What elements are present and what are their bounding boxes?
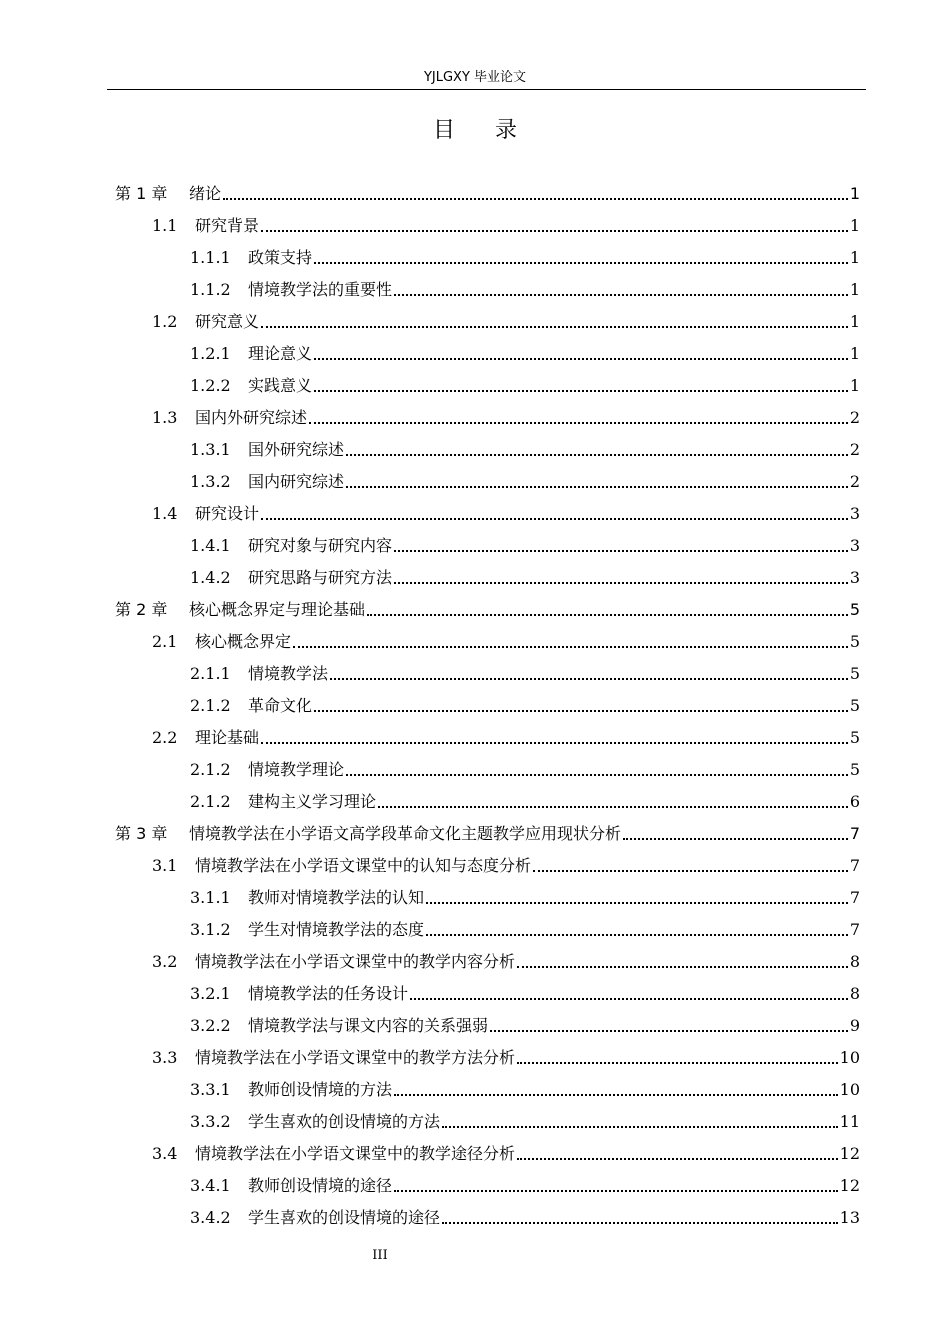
toc-entry[interactable]: [152, 306, 860, 338]
toc-leader-dots: [517, 1062, 838, 1064]
toc-entry-title: 理论意义: [248, 344, 313, 363]
toc-leader-dots: [346, 774, 848, 776]
toc-entry-number: 1.2.1: [190, 344, 231, 363]
toc-entry-title: 革命文化: [248, 696, 313, 715]
toc-entry-page: 2: [849, 408, 860, 427]
toc-leader-dots: [394, 582, 848, 584]
toc-entry-number: 2.2: [152, 728, 178, 747]
toc-entry-page: 5: [849, 696, 860, 715]
toc-entry[interactable]: [152, 498, 860, 530]
toc-entry-title: 研究背景: [195, 216, 260, 235]
toc-entry-page: 7: [849, 856, 860, 875]
page-number: III: [372, 1248, 388, 1263]
toc-entry-number: 1.4: [152, 504, 178, 523]
toc-entry-number: 3.1.2: [190, 920, 231, 939]
toc-entry-page: 1: [849, 216, 860, 235]
toc-entry-page: 5: [849, 760, 860, 779]
toc-entry-page: 1: [849, 312, 860, 331]
toc-entry[interactable]: [115, 594, 860, 626]
toc-entry-page: 13: [839, 1208, 860, 1227]
toc-entry-title: 政策支持: [248, 248, 313, 267]
toc-leader-dots: [293, 646, 848, 648]
toc-leader-dots: [261, 518, 848, 520]
toc-entry-title: 国外研究综述: [248, 440, 345, 459]
toc-leader-dots: [394, 550, 848, 552]
toc-entry-title: 情境教学法的任务设计: [248, 984, 409, 1003]
toc-entry[interactable]: [190, 466, 860, 498]
toc-entry[interactable]: [152, 946, 860, 978]
toc-entry-page: 1: [849, 248, 860, 267]
toc-entry-number: 2.1: [152, 632, 178, 651]
toc-entry-page: 11: [839, 1112, 860, 1131]
toc-entry-title: 学生对情境教学法的态度: [248, 920, 425, 939]
toc-entry-number: 2.1.2: [190, 760, 231, 779]
toc-entry-number: 2.1.1: [190, 664, 231, 683]
toc-entry-page: 7: [849, 920, 860, 939]
toc-entry[interactable]: [190, 914, 860, 946]
toc-entry-number: 1.2: [152, 312, 178, 331]
toc-leader-dots: [330, 678, 848, 680]
toc-leader-dots: [517, 1158, 838, 1160]
toc-entry-number: 3.3.2: [190, 1112, 231, 1131]
toc-entry-title: 情境教学法在小学语文课堂中的教学方法分析: [195, 1048, 516, 1067]
toc-leader-dots: [261, 230, 848, 232]
toc-entry-title: 学生喜欢的创设情境的途径: [248, 1208, 441, 1227]
toc-entry-number: 3.4.2: [190, 1208, 231, 1227]
toc-entry-title: 教师对情境教学法的认知: [248, 888, 425, 907]
toc-leader-dots: [346, 486, 848, 488]
toc-entry-title: 研究设计: [195, 504, 260, 523]
toc-entry-page: 1: [849, 344, 860, 363]
toc-entry-page: 1: [849, 280, 860, 299]
toc-entry-number: 3.1: [152, 856, 178, 875]
toc-entry-title: 情境教学法的重要性: [248, 280, 393, 299]
toc-entry[interactable]: [190, 978, 860, 1010]
toc-entry[interactable]: [190, 1106, 860, 1138]
toc-entry-number: 3.2.1: [190, 984, 231, 1003]
toc-entry-title: 实践意义: [248, 376, 313, 395]
toc-entry-title: 情境教学法在小学语文课堂中的认知与态度分析: [195, 856, 532, 875]
toc-leader-dots: [223, 198, 848, 200]
toc-entry-number: 3.4.1: [190, 1176, 231, 1195]
toc-entry-page: 2: [849, 440, 860, 459]
toc-leader-dots: [378, 806, 848, 808]
toc-entry-number: 第 1 章: [115, 184, 168, 203]
toc-entry-page: 1: [849, 376, 860, 395]
toc-entry[interactable]: [190, 1010, 860, 1042]
toc-leader-dots: [314, 262, 848, 264]
toc-leader-dots: [346, 454, 848, 456]
toc-entry-page: 1: [849, 184, 860, 203]
toc-entry[interactable]: [190, 754, 860, 786]
toc-entry-page: 5: [849, 728, 860, 747]
toc-entry[interactable]: [190, 530, 860, 562]
toc-entry-title: 研究对象与研究内容: [248, 536, 393, 555]
toc-leader-dots: [490, 1030, 848, 1032]
toc-entry-number: 1.1.1: [190, 248, 231, 267]
toc-entry-page: 12: [839, 1176, 860, 1195]
toc-entry-page: 5: [849, 600, 860, 619]
toc-entry-number: 3.3.1: [190, 1080, 231, 1099]
toc-entry[interactable]: [115, 178, 860, 210]
toc-entry[interactable]: [190, 338, 860, 370]
toc-leader-dots: [442, 1126, 838, 1128]
toc-entry-number: 1.3.2: [190, 472, 231, 491]
toc-entry-page: 3: [849, 536, 860, 555]
toc-leader-dots: [394, 1094, 838, 1096]
toc-entry-page: 7: [849, 888, 860, 907]
toc-entry-title: 情境教学法: [248, 664, 329, 683]
toc-entry-title: 研究意义: [195, 312, 260, 331]
toc-entry-title: 情境教学理论: [248, 760, 345, 779]
toc-entry-title: 学生喜欢的创设情境的方法: [248, 1112, 441, 1131]
toc-leader-dots: [309, 422, 848, 424]
toc-entry-number: 3.3: [152, 1048, 178, 1067]
toc-leader-dots: [426, 934, 848, 936]
toc-entry-page: 5: [849, 632, 860, 651]
toc-entry[interactable]: [152, 1138, 860, 1170]
toc-entry-number: 3.4: [152, 1144, 178, 1163]
toc-entry-number: 1.3: [152, 408, 178, 427]
toc-entry[interactable]: [152, 1042, 860, 1074]
toc-leader-dots: [623, 838, 848, 840]
toc-entry-title: 建构主义学习理论: [248, 792, 377, 811]
toc-entry[interactable]: [152, 402, 860, 434]
toc-entry-page: 12: [839, 1144, 860, 1163]
toc-entry-title: 国内研究综述: [248, 472, 345, 491]
toc-entry[interactable]: [190, 1202, 860, 1234]
running-header: YJLGXY 毕业论文: [423, 70, 527, 85]
toc-entry-number: 3.1.1: [190, 888, 231, 907]
toc-entry[interactable]: [190, 690, 860, 722]
toc-leader-dots: [410, 998, 848, 1000]
toc-entry-number: 2.1.2: [190, 696, 231, 715]
header-rule: [107, 89, 866, 90]
toc-entry-number: 3.2.2: [190, 1016, 231, 1035]
toc-entry-number: 1.4.1: [190, 536, 231, 555]
toc-entry-title: 情境教学法在小学语文课堂中的教学内容分析: [195, 952, 516, 971]
toc-entry-page: 8: [849, 952, 860, 971]
toc-leader-dots: [426, 902, 848, 904]
toc-entry-title: 核心概念界定: [195, 632, 292, 651]
toc-entry-number: 1.1: [152, 216, 178, 235]
toc-entry-page: 3: [849, 568, 860, 587]
toc-leader-dots: [261, 742, 848, 744]
toc-entry-title: 理论基础: [195, 728, 260, 747]
toc-entry-number: 1.4.2: [190, 568, 231, 587]
toc-entry-title: 绪论: [189, 184, 222, 203]
toc-entry-page: 5: [849, 664, 860, 683]
toc-entry[interactable]: [190, 434, 860, 466]
toc-entry[interactable]: [152, 210, 860, 242]
toc-entry-number: 1.1.2: [190, 280, 231, 299]
toc-entry-page: 9: [849, 1016, 860, 1035]
toc-entry-title: 情境教学法与课文内容的关系强弱: [248, 1016, 489, 1035]
toc-entry-page: 6: [849, 792, 860, 811]
toc-entry-page: 8: [849, 984, 860, 1003]
toc-leader-dots: [394, 1190, 838, 1192]
toc-entry-title: 核心概念界定与理论基础: [189, 600, 366, 619]
toc-entry[interactable]: [115, 818, 860, 850]
toc-leader-dots: [367, 614, 848, 616]
toc-entry-title: 情境教学法在小学语文高学段革命文化主题教学应用现状分析: [189, 824, 622, 843]
toc-leader-dots: [517, 966, 848, 968]
toc-entry-number: 3.2: [152, 952, 178, 971]
toc-entry[interactable]: [152, 850, 860, 882]
toc-entry[interactable]: [190, 370, 860, 402]
toc-leader-dots: [261, 326, 848, 328]
toc-entry-number: 第 3 章: [115, 824, 168, 843]
toc-entry-title: 情境教学法在小学语文课堂中的教学途径分析: [195, 1144, 516, 1163]
toc-entry-page: 2: [849, 472, 860, 491]
toc-entry[interactable]: [190, 562, 860, 594]
toc-entry-number: 1.3.1: [190, 440, 231, 459]
toc-entry-page: 10: [839, 1080, 860, 1099]
toc-entry-page: 10: [839, 1048, 860, 1067]
toc-leader-dots: [394, 294, 848, 296]
toc-entry[interactable]: [152, 626, 860, 658]
toc-entry[interactable]: [190, 242, 860, 274]
toc-leader-dots: [314, 390, 848, 392]
toc-entry[interactable]: [190, 274, 860, 306]
toc-entry[interactable]: [190, 658, 860, 690]
toc-entry-title: 研究思路与研究方法: [248, 568, 393, 587]
toc-leader-dots: [442, 1222, 838, 1224]
toc-entry[interactable]: [190, 882, 860, 914]
toc-leader-dots: [314, 358, 848, 360]
toc-leader-dots: [533, 870, 848, 872]
toc-entry-number: 1.2.2: [190, 376, 231, 395]
toc-entry-page: 7: [849, 824, 860, 843]
toc-entry-title: 国内外研究综述: [195, 408, 308, 427]
toc-entry-number: 第 2 章: [115, 600, 168, 619]
toc-entry[interactable]: [190, 1074, 860, 1106]
toc-title: 目录: [432, 118, 557, 143]
toc-entry[interactable]: [152, 722, 860, 754]
toc-entry-title: 教师创设情境的方法: [248, 1080, 393, 1099]
toc-entry[interactable]: [190, 1170, 860, 1202]
toc-entry[interactable]: [190, 786, 860, 818]
toc-entry-number: 2.1.2: [190, 792, 231, 811]
toc-leader-dots: [314, 710, 848, 712]
toc-entry-page: 3: [849, 504, 860, 523]
toc-entry-title: 教师创设情境的途径: [248, 1176, 393, 1195]
